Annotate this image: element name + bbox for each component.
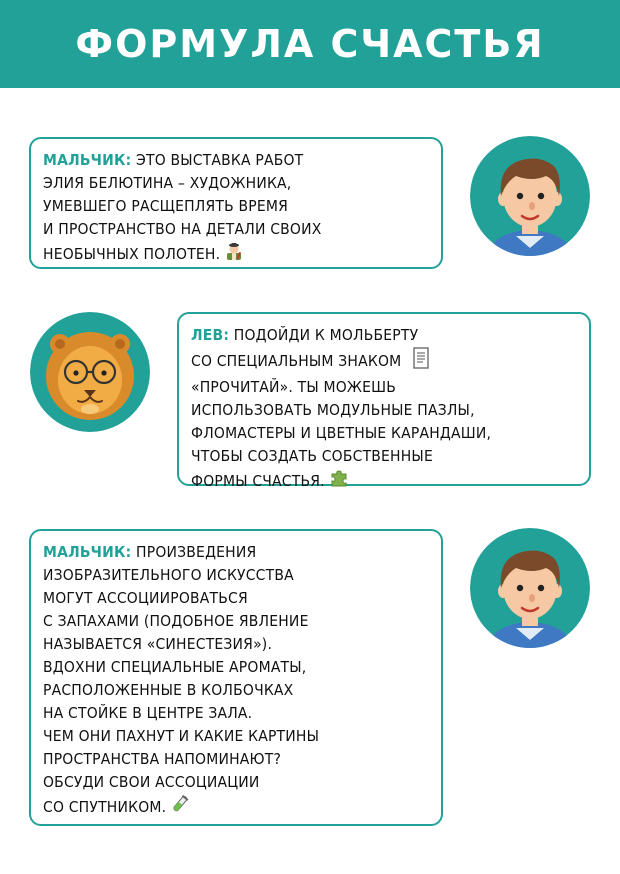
page-header (0, 0, 620, 88)
bubble-line: ИСПОЛЬЗОВАТЬ МОДУЛЬНЫЕ ПАЗЛЫ, (191, 401, 475, 419)
bubble-line: НА СТОЙКЕ В ЦЕНТРЕ ЗАЛА. (43, 704, 253, 722)
bubble-line: «ПРОЧИТАЙ». ТЫ МОЖЕШЬ (191, 378, 397, 396)
speech-bubble-boy-1 (29, 137, 443, 269)
bubble-line: ЭЛИЯ БЕЛЮТИНА – ХУДОЖНИКА, (43, 174, 292, 192)
bubble-line: МАЛЬЧИК: ЭТО ВЫСТАВКА РАБОТ (43, 151, 304, 169)
bubble-line: СО СПЕЦИАЛЬНЫМ ЗНАКОМ (191, 347, 579, 376)
bubble-line: ОБСУДИ СВОИ АССОЦИАЦИИ (43, 773, 260, 791)
speech-bubble-boy-2 (29, 529, 443, 826)
bubble-line: ЛЕВ: ПОДОЙДИ К МОЛЬБЕРТУ (191, 326, 419, 344)
bubble-line: НЕОБЫЧНЫХ ПОЛОТЕН. (43, 241, 431, 268)
document-icon (413, 347, 429, 376)
page-title: ФОРМУЛА СЧАСТЬЯ (75, 22, 545, 66)
boy-avatar (470, 136, 590, 256)
boy-avatar (470, 528, 590, 648)
speech-bubble-lion (177, 312, 591, 490)
speaker-label: ЛЕВ: (191, 326, 230, 344)
bubble-line: УМЕВШЕГО РАСЩЕПЛЯТЬ ВРЕМЯ (43, 197, 288, 215)
bubble-line: НАЗЫВАЕТСЯ «СИНЕСТЕЗИЯ»). (43, 635, 273, 653)
bubble-line: И ПРОСТРАНСТВО НА ДЕТАЛИ СВОИХ (43, 220, 322, 238)
bubble-line: ИЗОБРАЗИТЕЛЬНОГО ИСКУССТВА (43, 566, 294, 584)
bubble-line: ФЛОМАСТЕРЫ И ЦВЕТНЫЕ КАРАНДАШИ, (191, 424, 492, 442)
bubble-line: МАЛЬЧИК: ПРОИЗВЕДЕНИЯ (43, 543, 257, 561)
bubble-line: СО СПУТНИКОМ. (43, 794, 431, 821)
bubble-line: ВДОХНИ СПЕЦИАЛЬНЫЕ АРОМАТЫ, (43, 658, 307, 676)
bubble-line: ЧЕМ ОНИ ПАХНУТ И КАКИЕ КАРТИНЫ (43, 727, 320, 745)
bubble-line: РАСПОЛОЖЕННЫЕ В КОЛБОЧКАХ (43, 681, 294, 699)
lion-avatar (30, 312, 150, 432)
bubble-line: ПРОСТРАНСТВА НАПОМИНАЮТ? (43, 750, 282, 768)
test-tube-icon (170, 794, 190, 821)
speaker-label: МАЛЬЧИК: (43, 543, 132, 561)
artist-icon (224, 241, 244, 268)
puzzle-icon (329, 468, 349, 495)
bubble-line: МОГУТ АССОЦИИРОВАТЬСЯ (43, 589, 248, 607)
bubble-line: ЧТОБЫ СОЗДАТЬ СОБСТВЕННЫЕ (191, 447, 433, 465)
bubble-line: ФОРМЫ СЧАСТЬЯ. (191, 468, 579, 495)
bubble-line: С ЗАПАХАМИ (ПОДОБНОЕ ЯВЛЕНИЕ (43, 612, 309, 630)
speaker-label: МАЛЬЧИК: (43, 151, 132, 169)
